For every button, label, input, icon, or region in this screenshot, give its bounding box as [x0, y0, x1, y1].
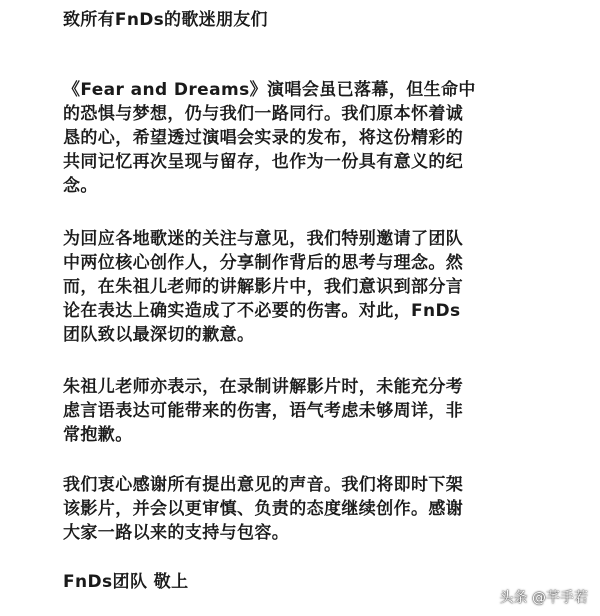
- paragraph-line: 中两位核心创作人，分享制作背后的思考与理念。然: [63, 253, 464, 273]
- paragraph-line: 恳的心，希望透过演唱会实录的发布，将这份精彩的: [63, 128, 464, 148]
- statement-heading: 致所有FnDs的歌迷朋友们: [63, 10, 268, 30]
- paragraph-line: 论在表达上确实造成了不必要的伤害。对此，FnDs: [63, 301, 461, 321]
- paragraph-line: 共同记忆再次呈现与留存，也作为一份具有意义的纪: [63, 152, 464, 172]
- paragraph-line: 为回应各地歌迷的关注与意见，我们特别邀请了团队: [63, 229, 464, 249]
- paragraph-line: 念。: [63, 176, 98, 196]
- paragraph-line: 的恐惧与梦想，仍与我们一路同行。我们原本怀着诚: [63, 104, 464, 124]
- paragraph-line: 常抱歉。: [63, 425, 133, 445]
- paragraph-line: 我们衷心感谢所有提出意见的声音。我们将即时下架: [63, 475, 464, 495]
- paragraph-1: [63, 78, 476, 198]
- paragraph-line: 该影片，并会以更审慎、负责的态度继续创作。感谢: [63, 499, 464, 519]
- paragraph-line: 而，在朱祖儿老师的讲解影片中，我们意识到部分言: [63, 277, 464, 297]
- signature: FnDs团队 敬上: [63, 572, 189, 592]
- paragraph-line: 大家一路以来的支持与包容。: [63, 523, 290, 543]
- paragraph-4: [63, 473, 463, 545]
- paragraph-line: 《Fear and Dreams》演唱会虽已落幕，但生命中: [63, 80, 476, 100]
- paragraph-line: 虑言语表达可能带来的伤害，语气考虑未够周详，非: [63, 401, 464, 421]
- paragraph-line: 朱祖儿老师亦表示，在录制讲解影片时，未能充分考: [63, 377, 464, 397]
- paragraph-3: [63, 375, 463, 447]
- watermark: 头条 @芊手若: [499, 590, 588, 606]
- paragraph-2: [63, 227, 463, 347]
- paragraph-line: 团队致以最深切的歉意。: [63, 325, 255, 345]
